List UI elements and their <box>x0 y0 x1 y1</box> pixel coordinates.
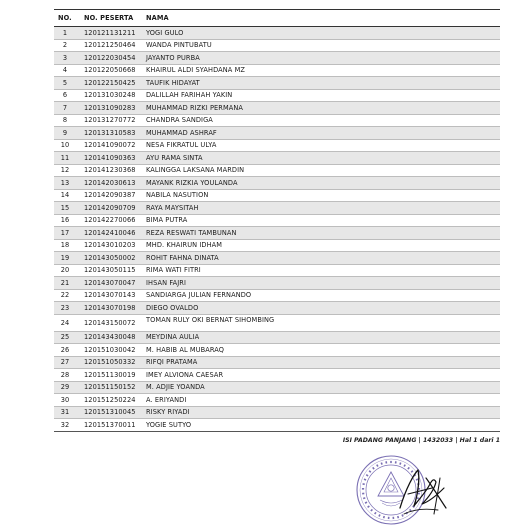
row-number: 32 <box>60 420 70 429</box>
row-no-peserta: 120131090283 <box>84 103 136 112</box>
table-row <box>54 64 500 77</box>
row-nama: BIMA PUTRA <box>146 216 188 225</box>
row-number: 12 <box>60 166 70 175</box>
row-no-peserta: 120141090363 <box>84 153 136 162</box>
stamp-mid-ring <box>360 459 422 521</box>
row-number: 20 <box>60 266 70 275</box>
row-nama: AYU RAMA SINTA <box>146 153 203 162</box>
row-number: 18 <box>60 241 70 250</box>
stamp-letter-mark <box>416 478 419 480</box>
stamp-letter-mark <box>392 517 394 519</box>
row-nama: MUHAMMAD ASHRAF <box>146 128 217 137</box>
row-no-peserta: 120142090709 <box>84 203 136 212</box>
table-row <box>54 356 500 369</box>
row-nama: JAYANTO PURBA <box>146 53 200 62</box>
row-number: 4 <box>62 66 68 75</box>
row-number: 25 <box>60 333 70 342</box>
row-nama: MHD. KHAIRUN IDHAM <box>146 241 223 250</box>
row-no-peserta: 120142410046 <box>84 228 136 237</box>
row-number: 23 <box>60 303 70 312</box>
table-row <box>54 406 500 419</box>
row-no-peserta: 120151310045 <box>84 408 136 417</box>
row-nama: YOGI GULO <box>146 28 184 37</box>
table-row <box>54 344 500 357</box>
stamp-letter-mark <box>367 505 370 508</box>
table-row <box>54 214 500 227</box>
table-row <box>54 289 500 302</box>
row-nama: CHANDRA SANDIGA <box>146 116 213 125</box>
table-row <box>54 381 500 394</box>
row-nama: REZA RESWATI TAMBUNAN <box>146 228 237 237</box>
row-number: 11 <box>60 153 70 162</box>
table-row <box>54 264 500 277</box>
row-nama: MAYANK RIZKIA YOULANDA <box>146 178 238 187</box>
row-no-peserta: 120143070143 <box>84 291 136 300</box>
table-row <box>54 139 500 152</box>
stamp-letter-mark <box>372 467 375 470</box>
table-row <box>54 89 500 102</box>
row-nama: MEYDINA AULIA <box>146 333 200 342</box>
row-nama: WANDA PINTUBATU <box>146 41 212 50</box>
stamp-letter-mark <box>403 464 405 467</box>
stamp-letter-mark <box>401 514 403 517</box>
table-row <box>54 52 500 65</box>
row-no-peserta: 120131310583 <box>84 128 136 137</box>
row-nama: KHAIRUL ALDI SYAHDANA MZ <box>146 66 246 75</box>
row-no-peserta: 120143050002 <box>84 253 136 262</box>
table-row <box>54 239 500 252</box>
stamp-letter-mark <box>363 497 366 499</box>
stamp-letter-mark <box>390 461 392 463</box>
table-row <box>54 164 500 177</box>
table-row <box>54 331 500 344</box>
header-nama: NAMA <box>144 10 500 27</box>
stamp-letter-mark <box>362 483 364 485</box>
stamp-letter-mark <box>385 461 387 463</box>
signature <box>400 470 446 514</box>
table-row <box>54 177 500 190</box>
row-nama: NESA FIKRATUL ULYA <box>146 141 217 150</box>
row-no-peserta: 120122050668 <box>84 66 136 75</box>
row-nama: NABILA NASUTION <box>146 191 209 200</box>
stamp-letter-mark <box>383 516 385 519</box>
header-no-peserta: NO. PESERTA <box>82 10 144 27</box>
stamp-letter-mark <box>362 488 364 490</box>
row-number: 9 <box>62 128 68 137</box>
row-number: 29 <box>60 383 70 392</box>
row-nama: DIEGO OVALDO <box>146 303 199 312</box>
row-number: 26 <box>60 345 70 354</box>
stamp-letter-mark <box>378 514 380 517</box>
row-no-peserta: 120143430048 <box>84 333 136 342</box>
row-no-peserta: 120142270066 <box>84 216 136 225</box>
table-row <box>54 302 500 315</box>
row-nama: IHSAN FAJRI <box>146 278 187 287</box>
table-row <box>54 102 500 115</box>
row-no-peserta: 120151030042 <box>84 345 136 354</box>
table-row <box>54 277 500 290</box>
row-no-peserta: 120121131211 <box>84 28 136 37</box>
table-row <box>54 419 500 432</box>
table-row <box>54 189 500 202</box>
table-row <box>54 114 500 127</box>
table-row <box>54 152 500 165</box>
table-row <box>54 369 500 382</box>
row-number: 3 <box>62 53 68 62</box>
row-nama: KALINGGA LAKSANA MARDIN <box>146 166 245 175</box>
row-number: 21 <box>60 278 70 287</box>
row-no-peserta: 120151130019 <box>84 370 136 379</box>
row-no-peserta: 120151050332 <box>84 358 136 367</box>
stamp-letter-mark <box>411 470 414 473</box>
row-nama: RIFQI PRATAMA <box>146 358 198 367</box>
row-number: 24 <box>60 318 70 327</box>
row-no-peserta: 120142090387 <box>84 191 136 200</box>
stamp-letter-mark <box>366 474 369 477</box>
row-number: 8 <box>62 116 68 125</box>
row-nama: ROHIT FAHNA DINATA <box>146 253 219 262</box>
table-row <box>54 27 500 40</box>
stamp-letter-mark <box>369 470 372 473</box>
row-nama: DALILLAH FARIHAH YAKIN <box>146 91 233 100</box>
stamp-ring-lettering <box>362 461 420 519</box>
stamp-letter-mark <box>399 462 401 465</box>
row-nama: M. ADJIE YOANDA <box>146 383 205 392</box>
table-row <box>54 252 500 265</box>
row-no-peserta: 120151250224 <box>84 395 136 404</box>
row-no-peserta: 120122150425 <box>84 78 136 87</box>
stamp-letter-mark <box>374 512 377 515</box>
footer-page-note: ISI PADANG PANJANG | 1432033 | Hal 1 dari 1 <box>342 437 500 444</box>
table-body <box>54 27 500 432</box>
row-number: 30 <box>60 395 70 404</box>
table-row <box>54 39 500 52</box>
stamp-letter-mark <box>365 501 368 503</box>
row-number: 17 <box>60 228 70 237</box>
header-no: NO. <box>54 10 82 27</box>
row-nama: TOMAN RULY OKI BERNAT SIHOMBING <box>146 315 275 324</box>
stamp-letter-mark <box>397 516 399 519</box>
row-number: 6 <box>62 91 68 100</box>
row-no-peserta: 120122030454 <box>84 53 136 62</box>
stamp-letter-mark <box>407 467 410 470</box>
row-no-peserta: 120141230368 <box>84 166 136 175</box>
stamp-letter-mark <box>395 461 397 463</box>
row-no-peserta: 120151370011 <box>84 420 136 429</box>
row-number: 31 <box>60 408 70 417</box>
row-no-peserta: 120143050115 <box>84 266 136 275</box>
table-header-row <box>54 10 500 27</box>
stamp-letter-mark <box>370 509 373 512</box>
row-no-peserta: 120143070047 <box>84 278 136 287</box>
row-number: 28 <box>60 370 70 379</box>
row-no-peserta: 120143150072 <box>84 318 136 327</box>
row-nama: RIMA WATI FITRI <box>146 266 201 275</box>
stamp-letter-mark <box>364 478 367 480</box>
institution-stamp <box>357 456 425 524</box>
row-number: 16 <box>60 216 70 225</box>
table-row <box>54 127 500 140</box>
table-header <box>54 10 500 27</box>
table-row <box>54 394 500 407</box>
row-number: 7 <box>62 103 68 112</box>
row-no-peserta: 120143010203 <box>84 241 136 250</box>
stamp-letter-mark <box>381 462 383 465</box>
row-number: 5 <box>62 78 68 87</box>
table-row <box>54 227 500 240</box>
row-nama: M. HABIB AL MUBARAQ <box>146 345 225 354</box>
row-nama: IMEY ALVIONA CAESAR <box>146 370 224 379</box>
row-number: 2 <box>62 41 68 50</box>
table-row <box>54 314 500 331</box>
row-nama: SANDIARGA JULIAN FERNANDO <box>146 291 252 300</box>
row-nama: RISKY RIYADI <box>146 408 190 417</box>
row-number: 14 <box>60 191 70 200</box>
row-nama: YOGIE SUTYO <box>146 420 192 429</box>
row-nama: MUHAMMAD RIZKI PERMANA <box>146 103 244 112</box>
row-no-peserta: 120142030613 <box>84 178 136 187</box>
row-no-peserta: 120143070198 <box>84 303 136 312</box>
row-no-peserta: 120151150152 <box>84 383 136 392</box>
row-no-peserta: 120141090072 <box>84 141 136 150</box>
table-row <box>54 202 500 215</box>
row-number: 10 <box>60 141 70 150</box>
stamp-letter-mark <box>362 493 364 495</box>
row-number: 13 <box>60 178 70 187</box>
row-nama: A. ERIYANDI <box>146 395 187 404</box>
stamp-emblem-icon <box>378 472 404 506</box>
stamp-letter-mark <box>388 517 390 519</box>
row-nama: RAYA MAYSITAH <box>146 203 199 212</box>
row-no-peserta: 120131030248 <box>84 91 136 100</box>
row-number: 15 <box>60 203 70 212</box>
row-no-peserta: 120131270772 <box>84 116 136 125</box>
row-number: 1 <box>62 28 68 37</box>
stamp-and-signature <box>348 448 458 526</box>
row-number: 22 <box>60 291 70 300</box>
participant-table <box>54 9 500 432</box>
stamp-outer-ring <box>357 456 425 524</box>
row-nama: TAUFIK HIDAYAT <box>146 78 200 87</box>
row-number: 19 <box>60 253 70 262</box>
row-no-peserta: 120121250464 <box>84 41 136 50</box>
table-row <box>54 77 500 90</box>
stamp-letter-mark <box>376 464 378 467</box>
row-number: 27 <box>60 358 70 367</box>
